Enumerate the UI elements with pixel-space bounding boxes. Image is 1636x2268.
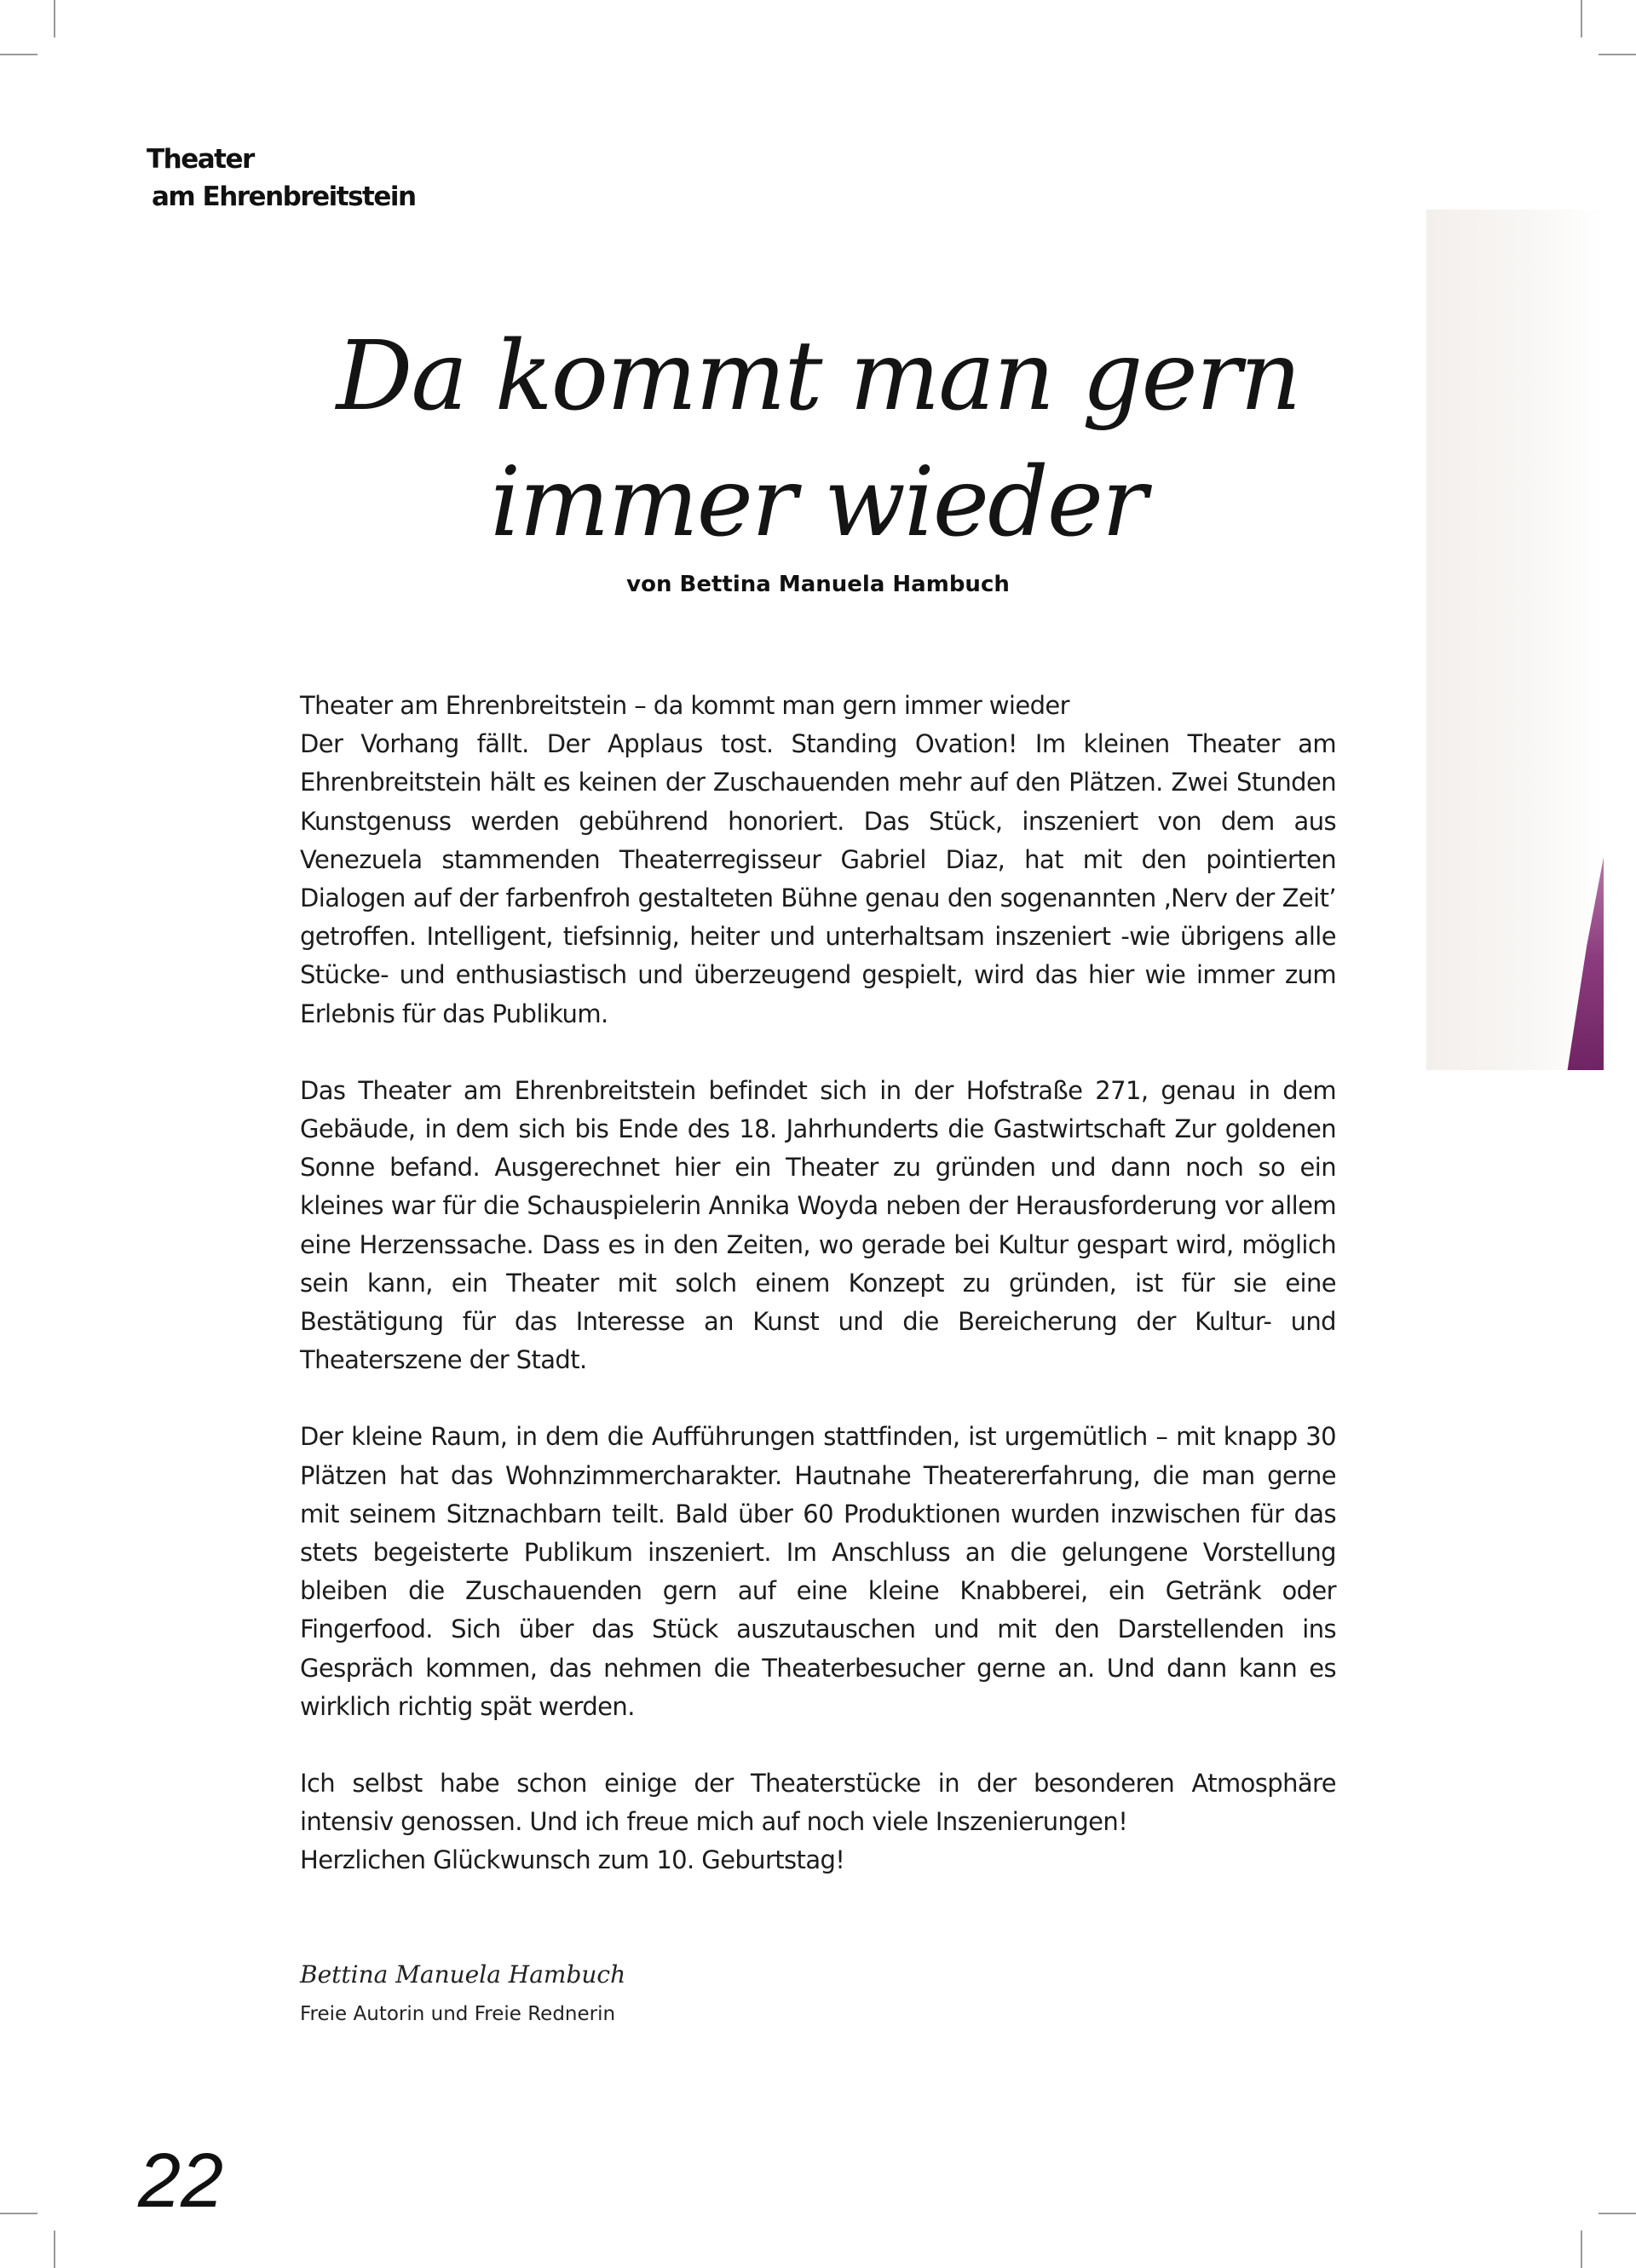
crop-mark — [54, 2231, 55, 2268]
article-paragraph-2: Das Theater am Ehrenbreitstein befindet sich in der Hofstraße 271, genau in dem Gebäude, in dem sich bis Ende des 18. Jahrhunderts die Gastwirtschaft Zur goldenen Sonne befand. Ausgerechnet hier ein Theater zu gründen und dann noch so ein kleines war für die Schauspielerin Annika Woyda neben der Herausforderung vor allem eine Herzenssache. Dass es in den Zeiten, wo gerade bei Kultur gespart wird, möglich sein kann, ein Theater mit solch einem Konzept zu gründen, ist für sie eine Bestätigung für das Interesse an Kunst und die Bereicherung der Kultur- und Theaterszene der Stadt. — [300, 1075, 1336, 1375]
crop-mark — [54, 0, 55, 37]
photo-garment-detail — [1566, 857, 1604, 1070]
article-paragraph-1: Der Vorhang fällt. Der Applaus tost. Standing Ovation! Im kleinen Theater am Ehrenbreitstein hält es keinen der Zuschauenden mehr auf den Plätzen. Zwei Stunden Kunstgenuss werden gebührend honoriert. Das Stück, inszeniert von dem aus Venezuela stammenden Theaterregisseur Gabriel Diaz, hat mit den pointierten Dialogen auf der farbenfroh gestalteten Bühne genau den sogenannten ‚Nerv der Zeit’ getroffen. Intelligent, tiefsinnig, heiter und unterhaltsam inszeniert -wie übrigens alle Stücke- und enthusiastisch und überzeugend gespielt, wird das hier wie immer zum Erlebnis für das Publikum. — [300, 729, 1336, 1028]
article-paragraph-4: Ich selbst habe schon einige der Theaterstücke in der besonderen Atmosphäre intensiv genossen. Und ich freue mich auf noch viele Inszenierungen! — [300, 1769, 1336, 1837]
article-body — [300, 687, 1336, 1919]
byline: von Bettina Manuela Hambuch — [626, 572, 1010, 597]
article-title — [256, 314, 1380, 566]
running-head — [147, 141, 416, 216]
crop-mark — [1599, 54, 1636, 55]
crop-mark — [1581, 2231, 1582, 2268]
article-intro: Theater am Ehrenbreitstein – da kommt man gern immer wieder — [300, 691, 1069, 720]
article-paragraph — [300, 687, 1336, 1033]
article-paragraph — [300, 1764, 1336, 1880]
page-number: 22 — [138, 2138, 224, 2224]
running-head-line2: am Ehrenbreitstein — [152, 181, 416, 212]
article-title-line2: immer wieder — [490, 447, 1146, 558]
crop-mark — [1599, 2213, 1636, 2214]
article-title-line1: Da kommt man gern — [336, 321, 1300, 432]
running-head-line1: Theater — [147, 144, 254, 175]
article-paragraph-3: Der kleine Raum, in dem die Aufführungen stattfinden, ist urgemütlich – mit knapp 30 Plätzen hat das Wohnzimmercharakter. Hautnahe Theatererfahrung, die man gerne mit seinem Sitznachbarn teilt. Bald über 60 Produktionen wurden inzwischen für das stets begeisterte Publikum inszeniert. Im Anschluss an die gelungene Vorstellung bleiben die Zuschauenden gern auf eine kleine Knabberei, ein Getränk oder Fingerfood. Sich über das Stück auszutauschen und mit den Darstellenden ins Gespräch kommen, das nehmen die Theaterbesucher gerne an. Und dann kann es wirklich richtig spät werden. — [300, 1422, 1336, 1721]
side-photo — [1426, 210, 1604, 1070]
crop-mark — [0, 54, 37, 55]
crop-mark — [1581, 0, 1582, 37]
crop-mark — [0, 2213, 37, 2214]
article-closing: Herzlichen Glückwunsch zum 10. Geburtstag! — [300, 1845, 845, 1875]
signature-role: Freie Autorin und Freie Rednerin — [300, 2003, 616, 2025]
signature-name: Bettina Manuela Hambuch — [300, 1960, 626, 1989]
